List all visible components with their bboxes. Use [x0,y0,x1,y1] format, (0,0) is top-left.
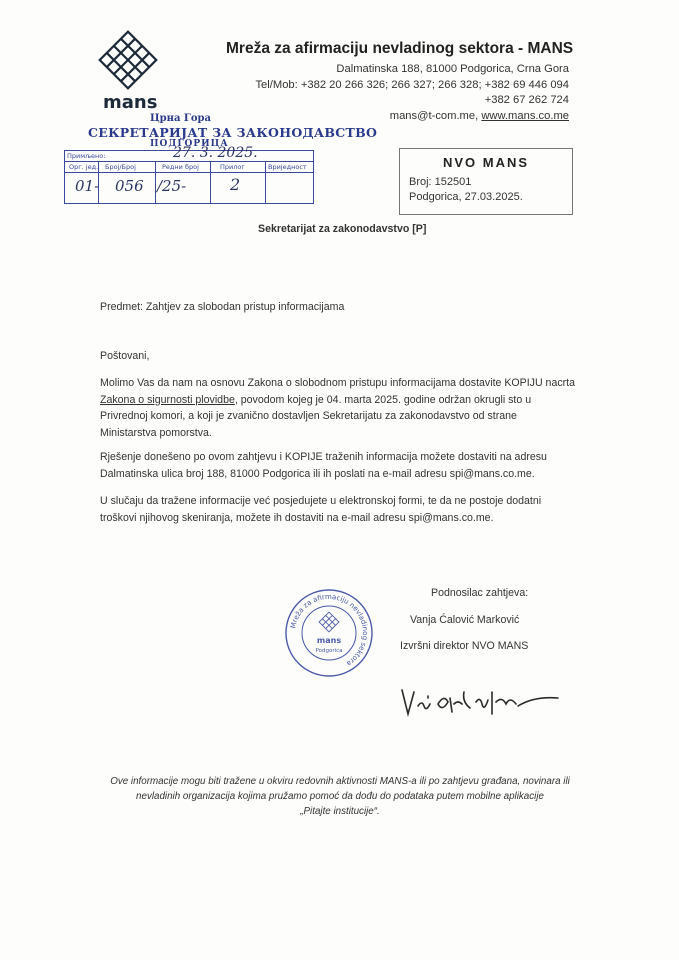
received-label: Примљено: [67,152,106,160]
paragraph-2-line-1: Rješenje donešeno po ovom zahtjevu i KOPIJE traženih informacija možete dostaviti na adresu [100,451,547,463]
round-stamp-seal [283,587,375,679]
nvo-place-date: Podgorica, 27.03.2025. [409,191,523,203]
footer-note [110,774,570,819]
nvo-number: Broj: 152501 [409,176,472,188]
stamp-country: Црна Гора [150,113,211,124]
svg-text:Mreža za afirmaciju nevladinog [289,593,369,667]
footer-line-3: „Pitajte institucije“. [300,806,380,817]
email-web-line: mans@t-com.me, www.mans.co.me [389,109,569,122]
value-serial: /25- [157,177,187,195]
paragraph-1-line-1: Molimo Vas da nam na osnovu Zakona o slobodnom pristupu informacijama dostavite KOPIJU nacrta [100,377,575,389]
col-label-serial: Редни број [162,163,199,171]
col-label-value: Вриједност [268,163,307,171]
stamp-city: ПОДГОРИЦА [150,139,229,149]
paragraph-2 [100,449,547,482]
nvo-title: NVO MANS [442,155,530,170]
signatory-name-wrap [410,614,519,626]
col-label-number: Број/Број [105,163,136,171]
paragraph-1-line-4: Ministarstva pomorstva. [100,426,212,439]
paragraph-1-line-2-rest: , povodom kojeg je 04. marta 2025. godine održan okrugli sto u [234,393,532,406]
recipient: Sekretarijat za zakonodavstvo [P] [258,223,427,235]
paragraph-1-line-3: Privrednoj komori, a koji je zvanično dostavljen Sekretarijatu za zakonodavstvo od strane [100,410,517,422]
footer-line-1: Ove informacije mogu biti tražene u okviru redovnih aktivnosti MANS-a ili po zahtjevu građana, novinara ili [110,776,570,787]
website-link[interactable]: www.mans.co.me [481,109,569,122]
col-label-attachment: Прилог [220,163,245,171]
logo-wordmark: mans [103,92,158,113]
signature-label-wrap [431,587,528,599]
signatory-title-wrap [400,640,528,652]
paragraph-2-line-2: Dalmatinska ulica broj 188, 81000 Podgorica ili ih poslati na e-mail adresu spi@mans.co.me. [100,467,535,480]
value-attachment: 2 [230,175,241,194]
footer-line-2: nevladinih organizacija kojima pružamo pomoć da dođu do podataka putem mobilne aplikacije [136,791,544,802]
law-title: Zakona o sigurnosti plovidbe [100,393,235,406]
address-line: Dalmatinska 188, 81000 Podgorica, Crna Gora [336,63,569,75]
nvo-registration-box [399,148,573,215]
signatory-name: Vanja Ćalović Marković [410,614,520,626]
stamp-institution: СЕКРЕТАРИЈАТ ЗА ЗАКОНОДАВСТВО [88,125,378,140]
contact-block [0,62,569,124]
paragraph-3-line-1: U slučaju da tražene informacije već posjedujete u elektronskoj formi, te da ne postoje dodatni [100,495,542,507]
received-date: 27. 3. 2025. [173,145,258,161]
subject-line: Predmet: Zahtjev za slobodan pristup informacijama [100,301,345,313]
organization-name: Mreža za afirmaciju nevladinog sektora - MANS [226,40,574,57]
signature-label: Podnosilac zahtjeva: [431,587,529,599]
email-link[interactable]: mans@t-com.me [389,109,476,122]
paragraph-1 [100,375,575,441]
round-stamp-ring-text: Mreža za afirmaciju nevladinog sektora [289,592,370,668]
value-org: 01- [75,177,100,195]
value-number: 056 [115,177,144,195]
paragraph-1-line-2 [100,392,575,409]
signatory-title: Izvršni direktor NVO MANS [400,640,529,652]
paragraph-3 [100,493,541,526]
phones-line-2: +382 67 262 724 [484,94,569,106]
round-stamp-center: mans [316,636,342,645]
round-stamp-city: Podgorica [315,648,343,654]
col-label-org: Орг. јед. [69,163,99,171]
paragraph-3-line-2: troškovi njihovog skeniranja, možete ih dostaviti na e-mail adresu spi@mans.co.me. [100,511,494,524]
salutation: Poštovani, [100,350,150,362]
phones-line-1: Tel/Mob: +382 20 266 326; 266 327; 266 328; +382 69 446 094 [255,78,569,91]
receipt-stamp-table [64,145,314,204]
handwritten-signature [398,684,563,720]
